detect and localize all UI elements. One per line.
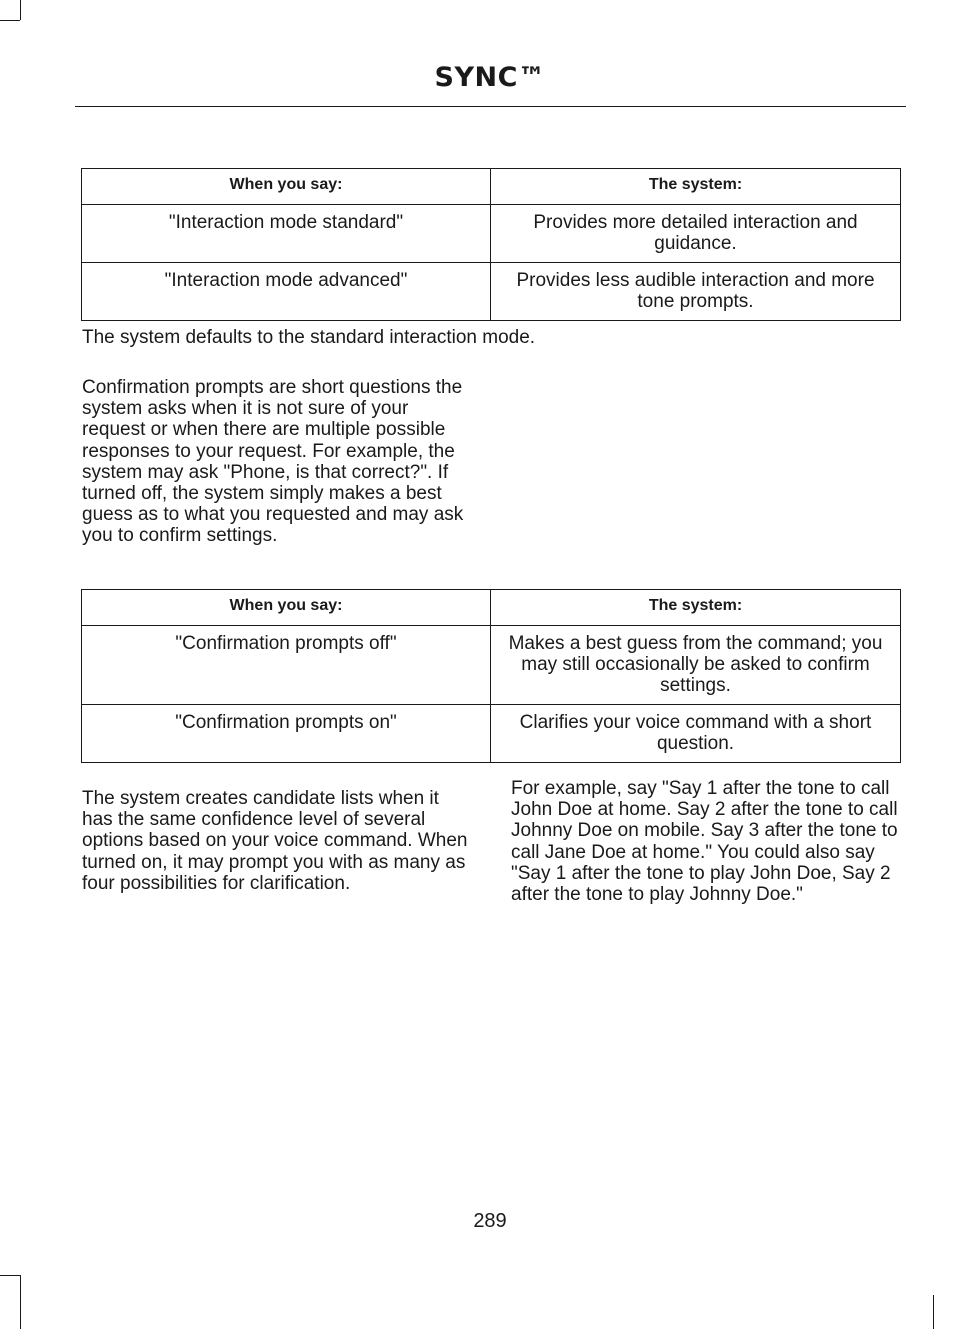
- header-divider: [75, 106, 906, 107]
- say-cell: "Interaction mode standard": [82, 205, 491, 263]
- table-row: [82, 705, 901, 763]
- table-row: [82, 205, 901, 263]
- column-header-the-system: The system:: [491, 169, 901, 205]
- candidate-lists-text: The system creates candidate lists when it has the same confidence level of several options based on your voice command. When turned on, it may prompt you with as many as four possibilities for clarification.: [82, 788, 468, 894]
- crop-mark-bottom-right-v: [933, 1295, 934, 1329]
- confirmation-prompts-table: [81, 589, 901, 763]
- crop-mark-bottom-left-h: [0, 1275, 20, 1276]
- table-header-row: [82, 169, 901, 205]
- table-row: [82, 263, 901, 321]
- system-cell: Makes a best guess from the command; you may still occasionally be asked to confirm settings.: [491, 626, 901, 705]
- say-cell: "Confirmation prompts on": [82, 705, 491, 763]
- column-header-the-system: The system:: [491, 590, 901, 626]
- page-number: 289: [473, 1210, 507, 1232]
- column-header-when-you-say: When you say:: [82, 590, 491, 626]
- table-header-row: [82, 590, 901, 626]
- crop-mark-top-left-v: [20, 0, 21, 20]
- system-cell: Clarifies your voice command with a short question.: [491, 705, 901, 763]
- crop-mark-bottom-left-v: [20, 1275, 21, 1329]
- page-title: SYNC™: [434, 62, 546, 93]
- example-text: For example, say "Say 1 after the tone to call John Doe at home. Say 2 after the tone to call Johnny Doe on mobile. Say 3 after the tone to call Jane Doe at home." You could also say "Say 1 after the tone to play John Doe, Say 2 after the tone to play Johnny Doe.": [511, 778, 898, 906]
- column-header-when-you-say: When you say:: [82, 169, 491, 205]
- table-row: [82, 626, 901, 705]
- crop-mark-top-left-h: [0, 20, 20, 21]
- system-cell: Provides more detailed interaction and guidance.: [491, 205, 901, 263]
- default-mode-text: The system defaults to the standard interaction mode.: [82, 327, 536, 348]
- system-cell: Provides less audible interaction and more tone prompts.: [491, 263, 901, 321]
- say-cell: "Confirmation prompts off": [82, 626, 491, 705]
- confirmation-prompts-text: Confirmation prompts are short questions the system asks when it is not sure of your request or when there are multiple possible responses to your request. For example, the system may ask "Phone, is that correct?". If turned off, the system simply makes a best guess as to what you requested and may ask you to confirm settings.: [82, 377, 464, 547]
- say-cell: "Interaction mode advanced": [82, 263, 491, 321]
- interaction-mode-table: [81, 168, 901, 321]
